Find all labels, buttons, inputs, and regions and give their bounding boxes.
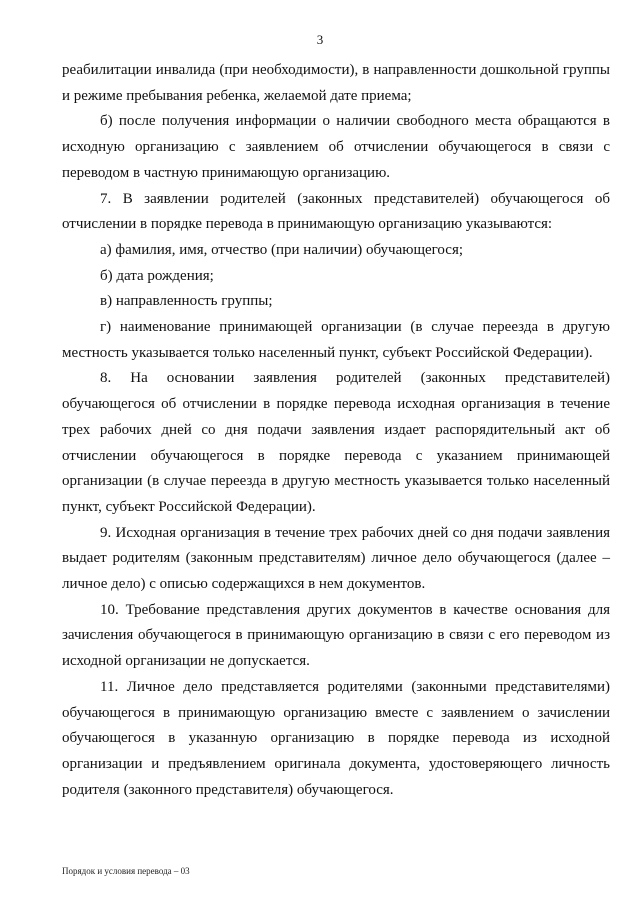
paragraph: в) направленность группы;: [100, 293, 273, 310]
paragraph: 7. В заявлении родителей (законных представителей) обучающегося об отчислении в порядке перевода в принимающую организацию указываются:: [62, 190, 610, 233]
paragraph: 9. Исходная организация в течение трех рабочих дней со дня подачи заявления выдает родителям (законным представителям) личное дело обучающегося (далее – личное дело) с описью содержащихся в нем документов.: [62, 524, 610, 593]
paragraph: г) наименование принимающей организации (в случае переезда в другую местность указывается только населенный пункт, субъект Российской Федерации).: [62, 319, 610, 361]
paragraph: 10. Требование представления других документов в качестве основания для зачисления обучающегося в принимающую организацию в связи с его переводом из исходной организации не допускается.: [62, 601, 610, 670]
document-body: [62, 58, 610, 803]
paragraph: 11. Личное дело представляется родителями (законными представителями) обучающегося в принимающую организацию вместе с заявлением о зачислении обучающегося в указанную организацию в порядке перевода из исходной организации и предъявлением оригинала документа, удостоверяющего личность родителя (законного представителя) обучающегося.: [62, 678, 610, 798]
paragraph: реабилитации инвалида (при необходимости), в направленности дошкольной группы и режиме пребывания ребенка, желаемой дате приема;: [62, 62, 610, 104]
paragraph: а) фамилия, имя, отчество (при наличии) обучающегося;: [100, 241, 464, 258]
paragraph: б) после получения информации о наличии свободного места обращаются в исходную организацию с заявлением об отчислении обучающегося в связи с переводом в частную принимающую организацию.: [62, 113, 610, 181]
paragraph: б) дата рождения;: [100, 267, 214, 284]
footer-text: Порядок и условия перевода – 03: [62, 866, 190, 876]
page-number: 3: [316, 32, 324, 47]
paragraph: 8. На основании заявления родителей (законных представителей) обучающегося об отчислении в порядке перевода исходная организация в течение трех рабочих дней со дня подачи заявления издает распорядительный акт об отчислении обучающегося в порядке перевода с указанием принимающей организации (в случае переезда в другую местность указывается только населенный пункт, субъект Российской Федерации).: [62, 370, 610, 515]
